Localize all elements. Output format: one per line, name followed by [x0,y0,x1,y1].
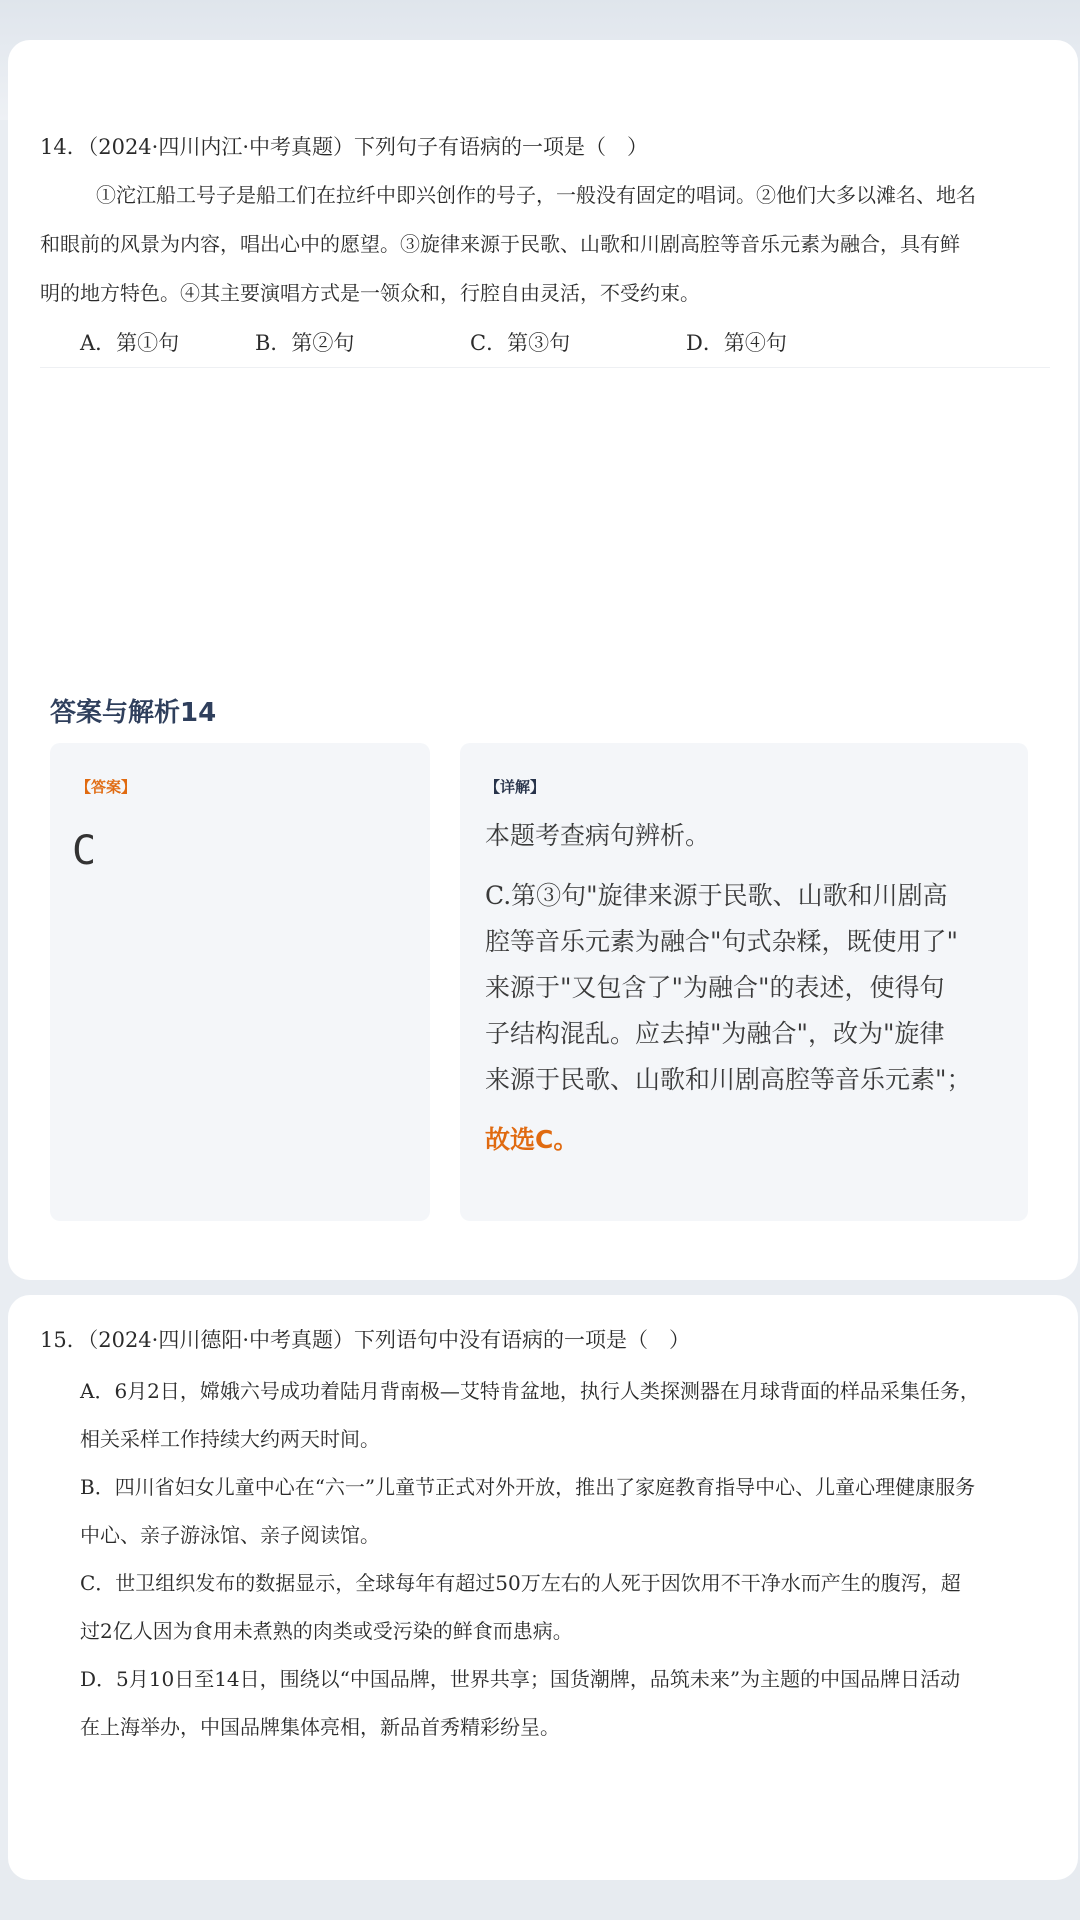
question-15-stem: 15．（2024·四川德阳·中考真题）下列语句中没有语病的一项是（ ） [40,1328,691,1352]
explanation-line: 腔等音乐元素为融合"句式杂糅，既使用了" [485,927,958,956]
divider [40,367,1050,368]
question-14-stem: 14．（2024·四川内江·中考真题）下列句子有语病的一项是（ ） [40,135,649,159]
answer-conclusion: 故选C。 [485,1125,579,1154]
question-14-options [80,328,980,358]
answer-tag: 【答案】 [76,778,137,796]
explanation-line: C.第③句"旋律来源于民歌、山歌和川剧高 [485,881,948,910]
option-a[interactable] [80,1367,1045,1463]
option-line: A．6月2日，嫦娥六号成功着陆月背南极—艾特肯盆地，执行人类探测器在月球背面的样品采集任务， [80,1379,980,1403]
answer-value: C [72,828,97,874]
option-d[interactable] [80,1655,1045,1751]
option-line: 过2亿人因为食用未煮熟的肉类或受污染的鲜食而患病。 [80,1619,573,1643]
explanation-line: 来源于民歌、山歌和川剧高腔等音乐元素"； [485,1065,972,1094]
option-line: 相关采样工作持续大约两天时间。 [80,1427,380,1451]
option-b[interactable] [80,1463,1045,1559]
option-b[interactable]: B．第②句 [255,331,355,355]
question-14-passage-line-1: ①沱江船工号子是船工们在拉纤中即兴创作的号子，一般没有固定的唱词。②他们大多以滩名、地名 [96,183,976,207]
explanation-line: 本题考查病句辨析。 [485,821,711,850]
question-14-passage-line-3: 明的地方特色。④其主要演唱方式是一领众和，行腔自由灵活，不受约束。 [40,281,700,305]
option-line: D．5月10日至14日，围绕以“中国品牌，世界共享；国货潮牌，品筑未来”为主题的中国品牌日活动 [80,1667,961,1691]
detail-tag: 【详解】 [485,778,546,796]
option-line: 中心、亲子游泳馆、亲子阅读馆。 [80,1523,380,1547]
option-d[interactable]: D．第④句 [686,331,787,355]
answer-panel [50,743,430,1221]
option-c[interactable]: C．第③句 [470,331,571,355]
option-a[interactable]: A．第①句 [80,331,180,355]
option-line: C．世卫组织发布的数据显示，全球每年有超过50万左右的人死于因饮用不干净水而产生的腹泻，超 [80,1571,961,1595]
explanation-line: 子结构混乱。应去掉"为融合"，改为"旋律 [485,1019,945,1048]
option-line: B．四川省妇女儿童中心在“六一”儿童节正式对外开放，推出了家庭教育指导中心、儿童心理健康服务 [80,1475,976,1499]
question-14-passage-line-2: 和眼前的风景为内容，唱出心中的愿望。③旋律来源于民歌、山歌和川剧高腔等音乐元素为融合，具有鲜 [40,232,960,256]
answer-section-title: 答案与解析14 [50,698,217,728]
option-c[interactable] [80,1559,1045,1655]
option-line: 在上海举办，中国品牌集体亮相，新品首秀精彩纷呈。 [80,1715,560,1739]
explanation-line: 来源于"又包含了"为融合"的表述，使得句 [485,973,945,1002]
